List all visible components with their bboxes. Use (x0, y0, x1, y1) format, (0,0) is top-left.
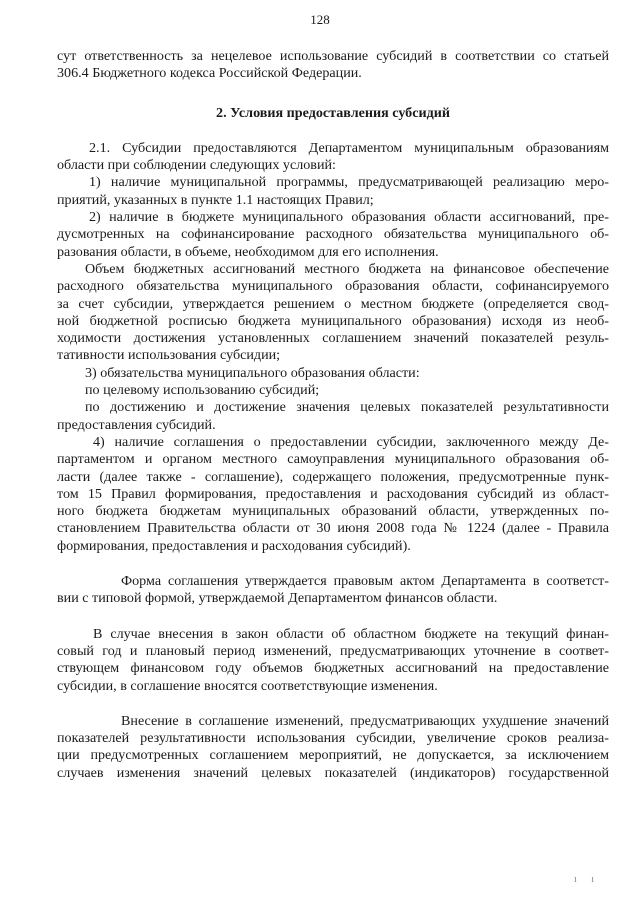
restriction-paragraph (57, 713, 609, 782)
intro-paragraph (57, 48, 609, 83)
text-line: ходимости достижения установленных соглашением значений показателей резуль- (57, 330, 609, 347)
text-line: сут ответственность за нецелевое использование субсидий в соответствии со статьей (57, 48, 609, 64)
text-line: приятий, указанных в пункте 1.1 настоящих Правил; (57, 191, 374, 208)
text-line: 2.1. Субсидии предоставляются Департаментом муниципальным образованиям (89, 139, 609, 156)
text-line: показателей результативности использования субсидии, увеличение сроков реализа- (57, 730, 609, 747)
condition-3 (57, 365, 609, 434)
condition-1 (57, 174, 609, 209)
text-line: 1) наличие муниципальной программы, предусматривающей реализацию меро- (89, 174, 609, 191)
text-line: ного бюджета бюджетам муниципальных образований области, утвержденных по- (57, 503, 609, 520)
budget-volume-paragraph (57, 261, 609, 365)
text-line: разования области, в объеме, необходимом для его исполнения. (57, 243, 439, 260)
document-body (57, 48, 609, 782)
text-line: Объем бюджетных ассигнований местного бюджета на финансовое обеспечение (85, 260, 609, 277)
text-line: области при соблюдении следующих условий: (57, 157, 336, 174)
text-line: ласти (далее также - соглашение), содержащего положения, предусмотренные пунк- (57, 468, 609, 485)
text-line: случаев изменения значений целевых показателей (индикаторов) государственной (57, 764, 609, 781)
text-line: 3) обязательства муниципального образования области: (85, 364, 420, 381)
text-line: ствующем финансовом году объемов бюджетных ассигнований на предоставление (57, 660, 609, 677)
text-line: ции предусмотренных соглашением мероприятий, не допускается, за исключением (57, 747, 609, 764)
scan-mark: ı ı (573, 874, 600, 885)
text-line: ной бюджетной росписью бюджета муниципального образования) исходя из необ- (57, 312, 609, 329)
text-line: тативности использования субсидии; (57, 347, 281, 364)
condition-4 (57, 434, 609, 555)
text-line: по целевому использованию субсидий; (85, 382, 320, 399)
text-line: по достижению и достижение значения целевых показателей результативности (85, 399, 609, 416)
clause-2-1 (57, 140, 609, 175)
amendment-paragraph (57, 626, 609, 695)
text-line: дусмотренных на софинансирование расходного обязательства муниципального об- (57, 226, 609, 243)
text-line: 4) наличие соглашения о предоставлении субсидии, заключенного между Де- (93, 433, 609, 450)
text-line: том 15 Правил формирования, предоставления и расходования субсидий из област- (57, 485, 609, 502)
page-number: 128 (310, 12, 330, 27)
text-line: предоставления субсидий. (57, 416, 216, 433)
text-line: В случае внесения в закон области об областном бюджете на текущий финан- (93, 625, 609, 642)
text-line: расходного обязательства муниципального образования области, софинансируемого (57, 278, 609, 295)
text-line: партаментом и органом местного самоуправления муниципального образования об- (57, 451, 609, 468)
text-line: вии с типовой формой, утверждаемой Департаментом финансов области. (57, 590, 498, 607)
condition-2 (57, 209, 609, 261)
agreement-form-paragraph (57, 573, 609, 608)
text-line: Внесение в соглашение изменений, предусматривающих ухудшение значений (121, 712, 609, 729)
text-line: формирования, предоставления и расходования субсидий). (57, 537, 411, 554)
text-line: субсидии, в соглашение вносятся соответствующие изменения. (57, 677, 438, 694)
text-line: 306.4 Бюджетного кодекса Российской Федерации. (57, 65, 362, 82)
text-line: 2) наличие в бюджете муниципального образования области ассигнований, пре- (89, 209, 609, 226)
text-line: за счет субсидии, утверждается решением о местном бюджете (определяется свод- (57, 295, 609, 312)
text-line: совый год и плановый период изменений, предусматривающих уточнение в соответ- (57, 642, 609, 659)
section-heading: 2. Условия предоставления субсидий (216, 104, 450, 121)
text-line: становлением Правительства области от 30 июня 2008 года № 1224 (далее - Правила (57, 520, 609, 537)
text-line: Форма соглашения утверждается правовым актом Департамента в соответст- (121, 573, 609, 590)
